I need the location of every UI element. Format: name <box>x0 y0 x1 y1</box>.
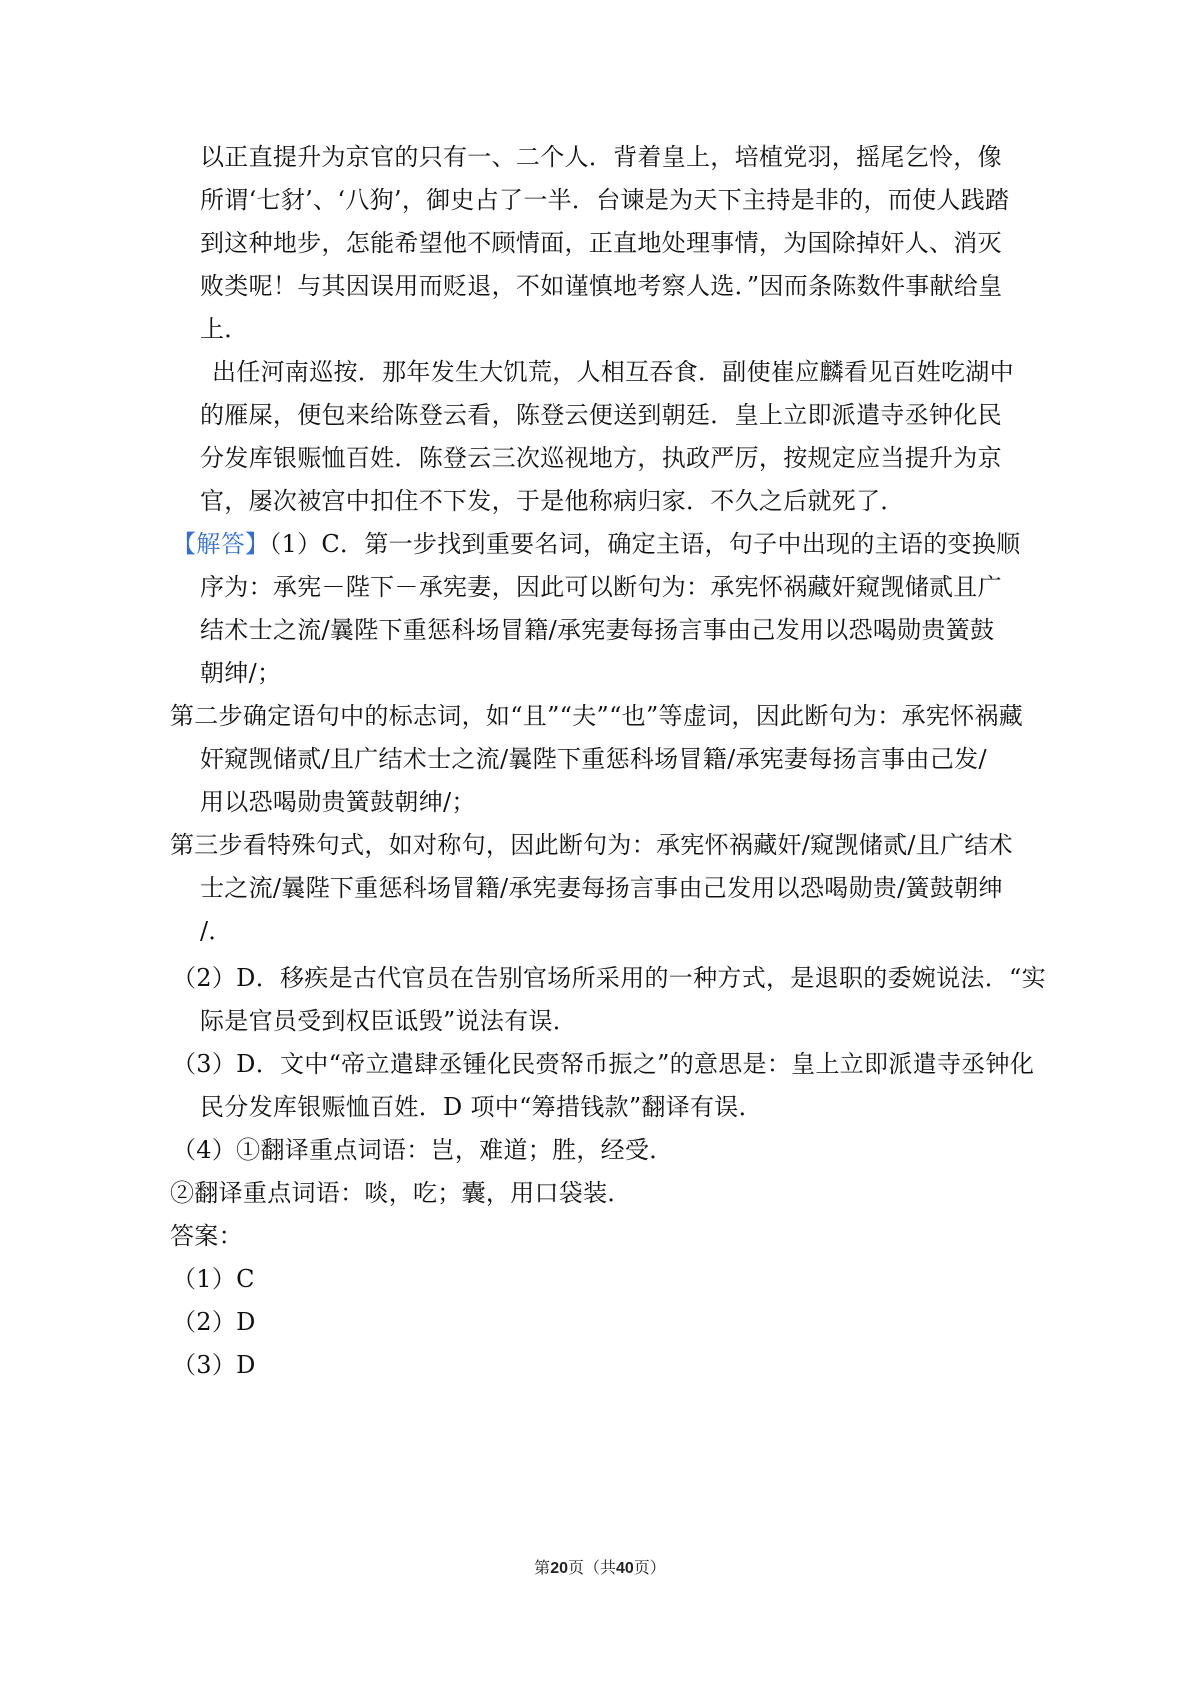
answer-item: （2）D <box>172 1308 256 1336</box>
answer-item: （3）D <box>172 1351 256 1379</box>
analysis-q1-first-line <box>172 528 1020 560</box>
translation-line: 到这种地步，怎能希望他不顾情面，正直地处理事情，为国除掉奸人、消灭 <box>200 229 1002 257</box>
translation-line: 官，屡次被宫中扣住不下发，于是他称病归家．不久之后就死了． <box>200 487 905 515</box>
translation-line: 分发库银赈恤百姓．陈登云三次巡视地方，执政严厉，按规定应当提升为京 <box>200 444 1002 472</box>
analysis-line: 际是官员受到权臣诋毁”说法有误． <box>200 1007 578 1035</box>
analysis-line: 第二步确定语句中的标志词，如“且”“夫”“也”等虚词，因此断句为：承宪怀祸藏 <box>170 702 1024 730</box>
translation-line: 出任河南巡按．那年发生大饥荒，人相互吞食．副使崔应麟看见百姓吃湖中 <box>212 358 1014 386</box>
page-number: 第20页（共40页） <box>534 1558 666 1577</box>
analysis-line: （4）①翻译重点词语：岂，难道；胜，经受． <box>172 1136 674 1164</box>
analysis-line: /． <box>200 917 233 945</box>
analysis-line: 结术士之流/曩陛下重惩科场冒籍/承宪妻每扬言事由己发用以恐喝勋贵簧鼓 <box>200 616 995 644</box>
analysis-line: 士之流/曩陛下重惩科场冒籍/承宪妻每扬言事由己发用以恐喝勋贵/簧鼓朝绅 <box>200 874 1003 902</box>
translation-line: 上． <box>200 315 249 343</box>
analysis-text: （1）C．第一步找到重要名词，确定主语，句子中出现的主语的变换顺 <box>269 530 1021 558</box>
translation-line: 以正直提升为京官的只有一、二个人．背着皇上，培植党羽，摇尾乞怜，像 <box>200 143 1002 171</box>
analysis-line: 用以恐喝勋贵簧鼓朝绅/； <box>200 788 476 816</box>
analysis-line: 奸窥觊储贰/且广结术士之流/曩陛下重惩科场冒籍/承宪妻每扬言事由己发/ <box>200 745 987 773</box>
answer-tag: 【解答】 <box>172 530 270 558</box>
answers-label: 答案： <box>170 1222 243 1250</box>
analysis-line: 民分发库银赈恤百姓．D 项中“筹措钱款”翻译有误． <box>200 1093 763 1121</box>
analysis-line: （2）D．移疾是古代官员在告别官场所采用的一种方式，是退职的委婉说法．“实 <box>172 964 1046 992</box>
analysis-line: 第三步看特殊句式，如对称句，因此断句为：承宪怀祸藏奸/窥觊储贰/且广结术 <box>170 831 1013 859</box>
translation-line: 败类呢！与其因误用而贬退，不如谨慎地考察人选．”因而条陈数件事献给皇 <box>200 272 1003 300</box>
analysis-line: （3）D．文中“帝立遣肆丞锺化民赍帑币振之”的意思是：皇上立即派遣寺丞钟化 <box>172 1050 1035 1078</box>
answer-item: （1）C <box>172 1265 255 1293</box>
translation-line: 的雁屎，便包来给陈登云看，陈登云便送到朝廷．皇上立即派遣寺丞钟化民 <box>200 401 1002 429</box>
analysis-line: 序为：承宪－陛下－承宪妻，因此可以断句为：承宪怀祸藏奸窥觊储贰且广 <box>200 573 1002 601</box>
analysis-line: 朝绅/； <box>200 659 282 687</box>
analysis-line: ②翻译重点词语：啖，吃；囊，用口袋装． <box>170 1179 632 1207</box>
translation-line: 所谓‘七豺’、‘八狗’，御史占了一半．台谏是为天下主持是非的，而使人践踏 <box>200 186 1010 214</box>
